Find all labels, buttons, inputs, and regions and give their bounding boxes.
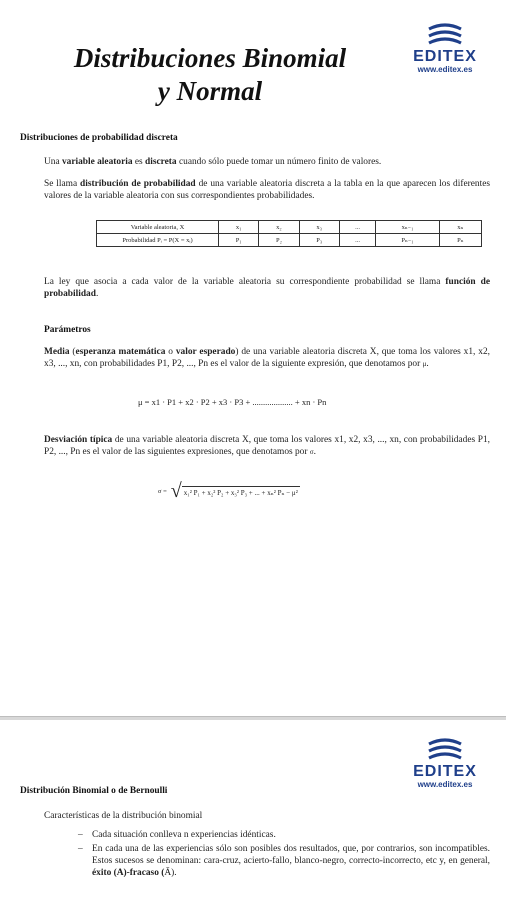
table-cell: Pₙ₋₁	[376, 234, 439, 247]
logo-wordmark: EDITEX	[413, 48, 477, 65]
section-heading: Distribuciones de probabilidad discreta	[20, 133, 178, 143]
table-cell: x₂	[259, 221, 299, 234]
editex-logo	[405, 22, 485, 74]
table-row	[97, 221, 482, 234]
paragraph-media: Media (esperanza matemática o valor esperado) de una variable aleatoria discreta X, que toma los valores x1, x2, x3, ..., xn, con probabilidades P1, P2, ..., Pn es el valor de la siguiente expresión, que denotamos por μ.	[44, 347, 490, 369]
formula-radicand: x₁² P₁ + x₂² P₂ + x₃² P₃ + ... + xₙ² Pₙ − μ²	[182, 486, 300, 497]
binomial-subheading: Características de la distribución binomial	[44, 811, 203, 821]
title-line-1: Distribuciones Binomial	[73, 43, 347, 73]
logo-url: www.editex.es	[417, 65, 473, 74]
logo-wordmark: EDITEX	[413, 763, 477, 780]
table-cell: xₙ₋₁	[376, 221, 439, 234]
paragraph-desviacion: Desviación típica de una variable aleatoria discreta X, que toma los valores x1, x2, x3, ..., xn, con probabilidades P1, P2, ..., Pn es el valor de las siguientes expresiones, que denotamos por σ.	[44, 435, 491, 457]
document-title	[40, 42, 380, 108]
table-cell: Probabilidad Pᵢ = P(X = xᵢ)	[97, 234, 219, 247]
probability-table	[96, 220, 482, 247]
table-cell: Pₙ	[439, 234, 481, 247]
table-cell: P₁	[219, 234, 259, 247]
bullet-dash: –	[78, 830, 83, 840]
parametros-heading: Parámetros	[44, 325, 91, 335]
editex-logo-page2	[405, 737, 485, 789]
page-separator	[0, 716, 506, 720]
paragraph-funcion-probabilidad: La ley que asocia a cada valor de la variable aleatoria su correspondiente probabilidad se llama función de probabilidad.	[44, 277, 490, 299]
media-formula: μ = x1 · P1 + x2 · P2 + x3 · P3 + ................... + xn · Pn	[138, 397, 327, 407]
table-cell: xₙ	[439, 221, 481, 234]
editex-logo-icon	[425, 737, 465, 763]
binomial-heading: Distribución Binomial o de Bernoulli	[20, 786, 168, 796]
desviacion-formula	[158, 482, 300, 500]
table-cell: x₃	[299, 221, 339, 234]
sqrt-icon: √	[170, 480, 182, 502]
paragraph-distribucion: Se llama distribución de probabilidad de una variable aleatoria discreta a la tabla en la que aparecen los diferentes valores de la variable aleatoria con sus correspondientes probabilidades.	[44, 179, 491, 201]
formula-lhs: σ =	[158, 487, 167, 495]
logo-url: www.editex.es	[417, 780, 473, 789]
list-item: – Cada situación conlleva n experiencias idénticas.	[78, 830, 276, 840]
editex-logo-icon	[425, 22, 465, 48]
table-cell: ...	[339, 234, 376, 247]
table-cell: P₃	[299, 234, 339, 247]
table-row	[97, 234, 482, 247]
paragraph-variable-discreta: Una variable aleatoria es discreta cuando sólo puede tomar un número finito de valores.	[44, 157, 382, 167]
table-cell: P₂	[259, 234, 299, 247]
table-cell: Variable aleatoria, X	[97, 221, 219, 234]
list-item: – En cada una de las experiencias sólo son posibles dos resultados, que, por contrarios, son incompatibles. Estos sucesos se denominan: cara-cruz, acierto-fallo, blanco-negro, correcto-incorrecto, etc y, en general, éxito (A)-fracaso (Ā).	[78, 844, 490, 878]
table-cell: ...	[339, 221, 376, 234]
bullet-dash: –	[78, 844, 83, 854]
title-line-2: y Normal	[157, 76, 263, 106]
table-cell: x₁	[219, 221, 259, 234]
